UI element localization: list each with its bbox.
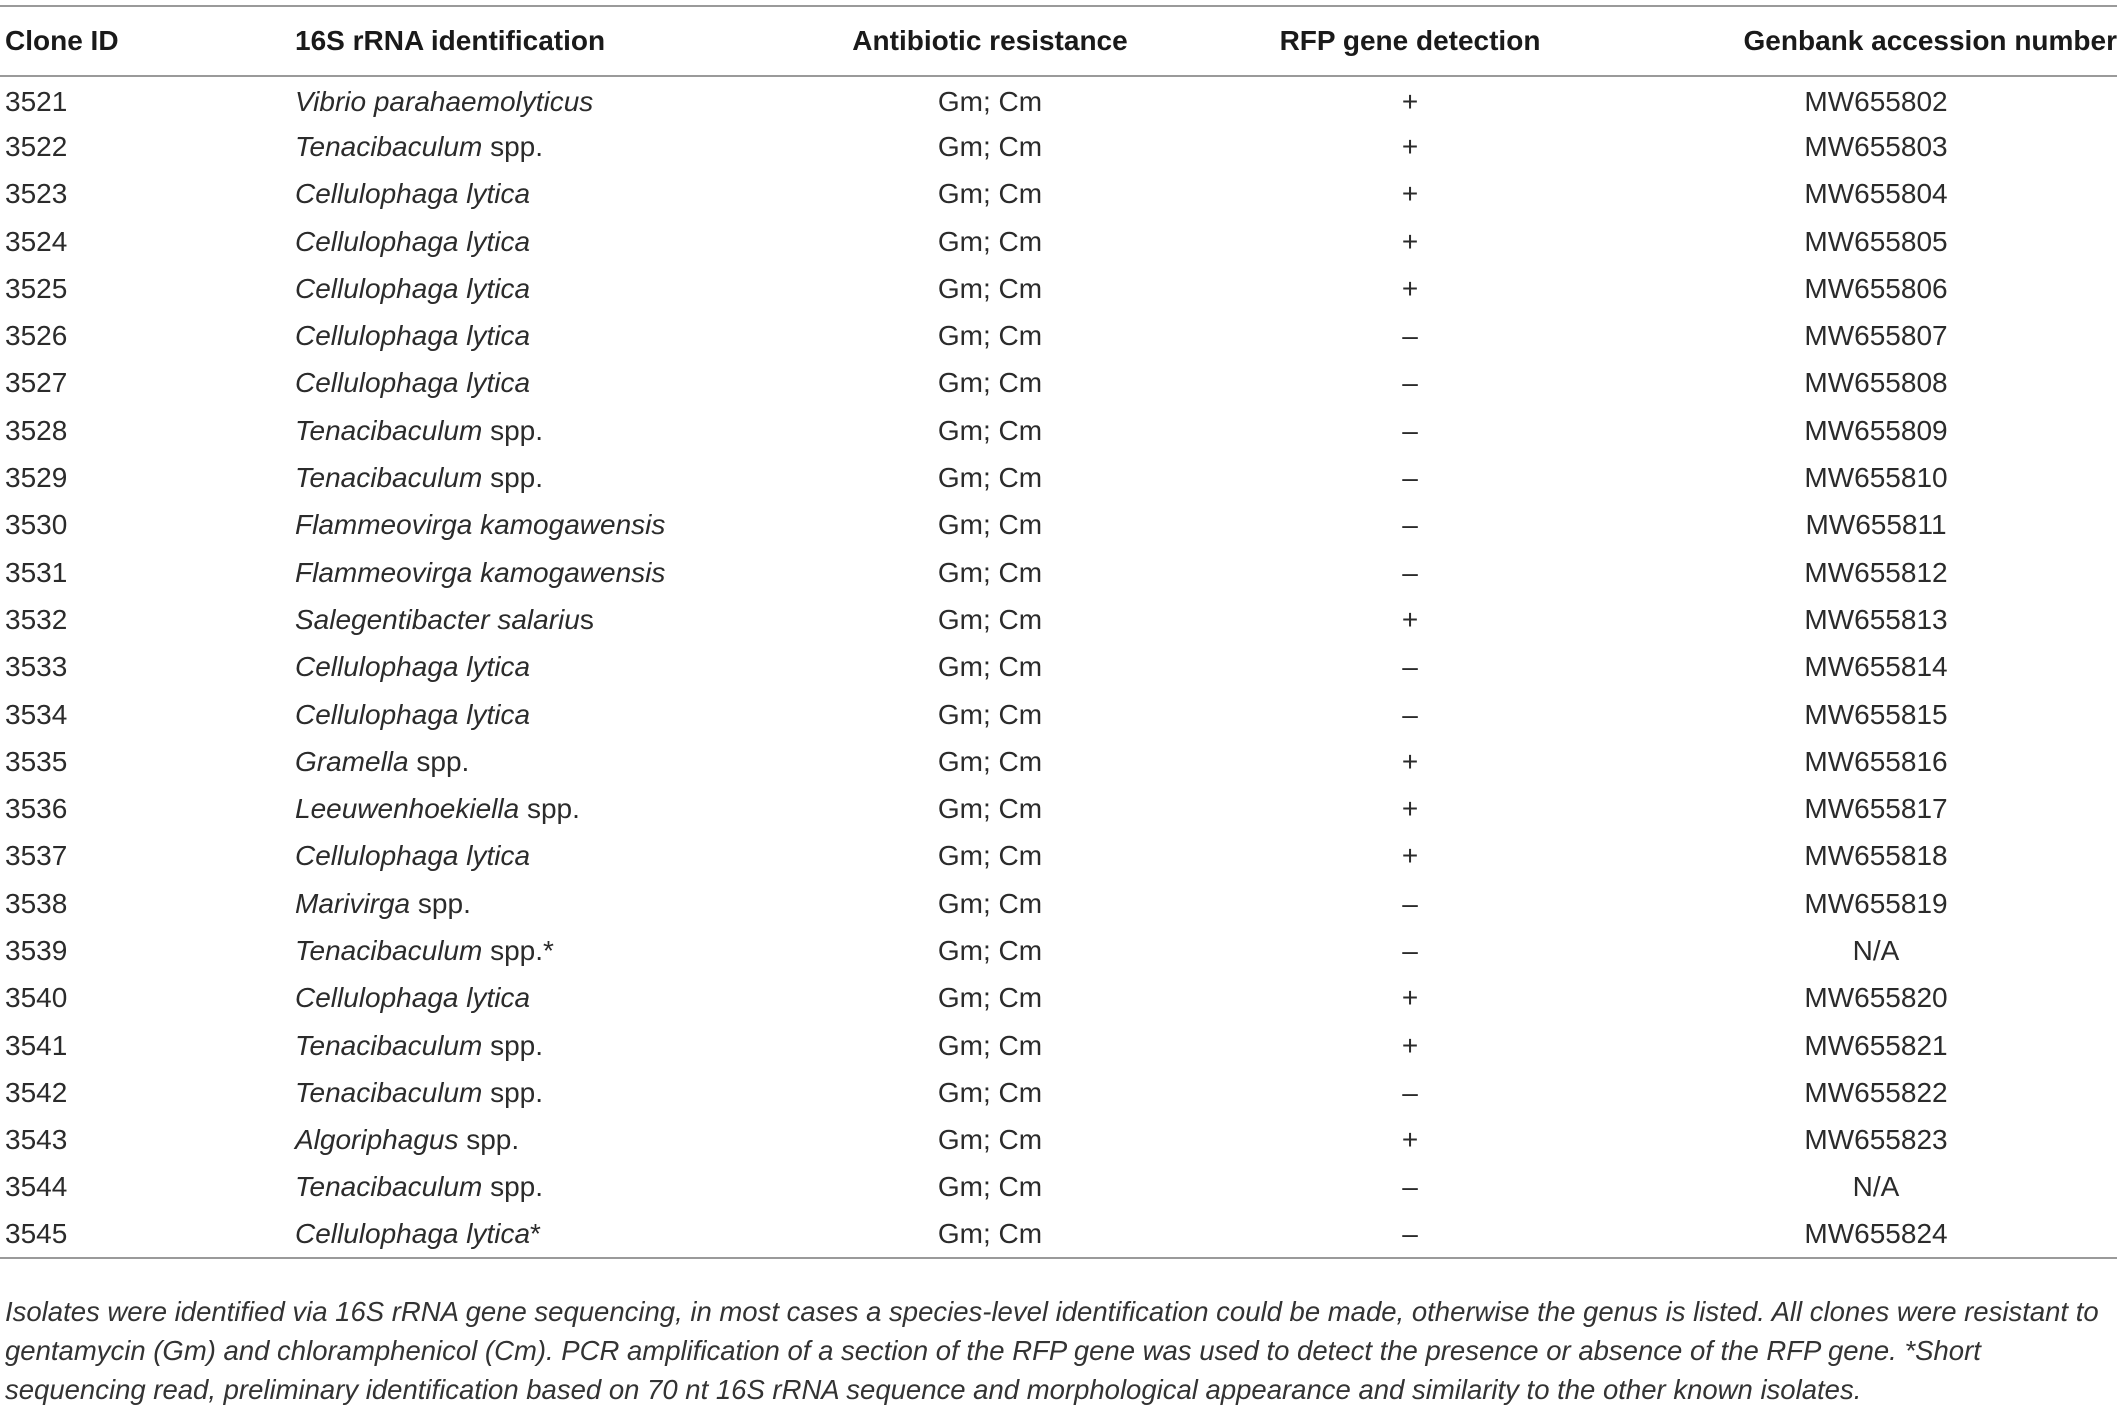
- table-row: [0, 123, 2117, 170]
- cell-antibiotic-resistance: Gm; Cm: [937, 651, 1043, 683]
- cell-rfp-detection: +: [1401, 272, 1419, 304]
- cell-antibiotic-resistance: Gm; Cm: [937, 793, 1043, 825]
- cell-rfp-detection: –: [1402, 556, 1418, 588]
- cell-identification: [295, 1069, 795, 1116]
- cell-genbank-accession: MW655814: [1804, 651, 1948, 683]
- species-suffix: spp.: [482, 1171, 544, 1203]
- cell-genbank-accession: MW655811: [1805, 509, 1947, 541]
- cell-genbank-accession: MW655808: [1804, 367, 1948, 399]
- species-suffix: spp.: [408, 745, 470, 777]
- species-name: Tenacibaculum: [295, 462, 483, 494]
- cell-clone-id: 3533: [5, 651, 68, 683]
- table-row: [0, 1069, 2117, 1116]
- species-suffix: spp.: [458, 1124, 520, 1156]
- cell-identification: [295, 360, 795, 407]
- cell-antibiotic-resistance: Gm; Cm: [937, 934, 1043, 966]
- cell-rfp-detection: +: [1401, 1029, 1419, 1061]
- cell-identification: [295, 1164, 795, 1211]
- species-name: Cellulophaga lytica: [295, 225, 531, 257]
- cell-identification: [295, 1117, 795, 1164]
- species-name: Algoriphagus: [295, 1124, 459, 1156]
- cell-antibiotic-resistance: Gm; Cm: [937, 1124, 1043, 1156]
- cell-clone-id: 3543: [5, 1124, 68, 1156]
- species-name: Cellulophaga lytica: [295, 698, 531, 730]
- cell-rfp-detection: +: [1401, 745, 1419, 777]
- species-suffix: spp.: [482, 130, 544, 162]
- cell-rfp-detection: +: [1401, 840, 1419, 872]
- header-antibiotic-resistance: Antibiotic resistance: [795, 6, 1185, 76]
- cell-rfp-detection: +: [1401, 793, 1419, 825]
- cell-rfp-detection: +: [1401, 1124, 1419, 1156]
- cell-clone-id: 3542: [5, 1076, 68, 1108]
- species-name: Leeuwenhoekiella: [295, 793, 520, 825]
- cell-antibiotic-resistance: Gm; Cm: [937, 1029, 1043, 1061]
- species-name: Tenacibaculum: [295, 414, 483, 446]
- cell-genbank-accession: MW655804: [1804, 178, 1948, 210]
- cell-antibiotic-resistance: Gm; Cm: [937, 1076, 1043, 1108]
- table-header: [0, 6, 2117, 76]
- cell-identification: [295, 880, 795, 927]
- cell-identification: [295, 927, 795, 974]
- cell-clone-id: 3544: [5, 1171, 68, 1203]
- cell-identification: [295, 549, 795, 596]
- cell-rfp-detection: +: [1401, 225, 1419, 257]
- cell-clone-id: 3534: [5, 698, 68, 730]
- cell-rfp-detection: –: [1402, 1171, 1418, 1203]
- table-row: [0, 502, 2117, 549]
- cell-clone-id: 3521: [5, 86, 68, 118]
- species-name: Cellulophaga lytica: [295, 1218, 531, 1250]
- species-suffix: *: [530, 1218, 541, 1250]
- table-row: [0, 360, 2117, 407]
- cell-identification: [295, 123, 795, 170]
- table-row: [0, 691, 2117, 738]
- header-rfp-detection: RFP gene detection: [1185, 6, 1635, 76]
- table-row: [0, 265, 2117, 312]
- cell-clone-id: 3522: [5, 130, 68, 162]
- cell-identification: [295, 502, 795, 549]
- cell-antibiotic-resistance: Gm; Cm: [937, 86, 1043, 118]
- cell-identification: [295, 691, 795, 738]
- cell-identification: [295, 596, 795, 643]
- species-name: Cellulophaga lytica: [295, 320, 531, 352]
- species-name: Tenacibaculum: [295, 1076, 483, 1108]
- cell-rfp-detection: –: [1402, 698, 1418, 730]
- species-name: Cellulophaga lytica: [295, 178, 531, 210]
- species-name: Tenacibaculum: [295, 934, 483, 966]
- header-16s-identification: 16S rRNA identification: [295, 6, 795, 76]
- cell-rfp-detection: –: [1402, 934, 1418, 966]
- species-name: Tenacibaculum: [295, 1029, 483, 1061]
- cell-clone-id: 3537: [5, 840, 68, 872]
- cell-genbank-accession: N/A: [1852, 934, 1900, 966]
- cell-identification: [295, 1022, 795, 1069]
- cell-antibiotic-resistance: Gm; Cm: [937, 840, 1043, 872]
- species-name: Cellulophaga lytica: [295, 272, 531, 304]
- table-body: [0, 76, 2117, 1258]
- cell-clone-id: 3539: [5, 934, 68, 966]
- table-row: [0, 549, 2117, 596]
- cell-identification: [295, 407, 795, 454]
- cell-genbank-accession: N/A: [1852, 1171, 1900, 1203]
- species-name: Marivirga: [295, 887, 411, 919]
- cell-clone-id: 3538: [5, 887, 68, 919]
- table-row: [0, 833, 2117, 880]
- cell-genbank-accession: MW655809: [1804, 414, 1948, 446]
- cell-rfp-detection: –: [1402, 414, 1418, 446]
- table-row: [0, 975, 2117, 1022]
- cell-rfp-detection: –: [1402, 651, 1418, 683]
- cell-antibiotic-resistance: Gm; Cm: [937, 1171, 1043, 1203]
- cell-genbank-accession: MW655819: [1804, 887, 1948, 919]
- cell-genbank-accession: MW655823: [1804, 1124, 1948, 1156]
- cell-genbank-accession: MW655822: [1804, 1076, 1948, 1108]
- cell-antibiotic-resistance: Gm; Cm: [937, 367, 1043, 399]
- table-row: [0, 596, 2117, 643]
- cell-clone-id: 3529: [5, 462, 68, 494]
- species-name: Cellulophaga lytica: [295, 840, 531, 872]
- cell-antibiotic-resistance: Gm; Cm: [937, 556, 1043, 588]
- table-caption: Isolates were identified via 16S rRNA gene sequencing, in most cases a species-level identification could be made, otherwise the genus is listed. All clones were resistant to gentamycin (Gm) and chloramphenicol (Cm). PCR amplification of a section of the RFP gene was used to detect the presence or absence of the RFP gene. *Short sequencing read, preliminary identification based on 70 nt 16S rRNA sequence and morphological appearance and similarity to the other known isolates.: [5, 1296, 2099, 1405]
- species-suffix: spp.: [482, 1029, 544, 1061]
- species-name: Cellulophaga lytica: [295, 651, 531, 683]
- cell-identification: [295, 218, 795, 265]
- cell-antibiotic-resistance: Gm; Cm: [937, 225, 1043, 257]
- cell-identification: [295, 738, 795, 785]
- cell-genbank-accession: MW655815: [1804, 698, 1948, 730]
- cell-clone-id: 3531: [5, 556, 68, 588]
- cell-genbank-accession: MW655810: [1804, 462, 1948, 494]
- clone-table: [0, 5, 2117, 1259]
- header-row: [0, 6, 2117, 76]
- cell-identification: [295, 975, 795, 1022]
- species-suffix: spp.*: [482, 934, 554, 966]
- cell-genbank-accession: MW655816: [1804, 745, 1948, 777]
- table-row: [0, 218, 2117, 265]
- table-row: [0, 1211, 2117, 1258]
- table-row: [0, 644, 2117, 691]
- table-row: [0, 1022, 2117, 1069]
- cell-antibiotic-resistance: Gm; Cm: [937, 982, 1043, 1014]
- cell-identification: [295, 1211, 795, 1258]
- table-row: [0, 1164, 2117, 1211]
- cell-genbank-accession: MW655803: [1804, 130, 1948, 162]
- cell-antibiotic-resistance: Gm; Cm: [937, 462, 1043, 494]
- species-name: Gramella: [295, 745, 409, 777]
- cell-clone-id: 3545: [0, 1211, 295, 1258]
- cell-genbank-accession: MW655807: [1804, 320, 1948, 352]
- cell-clone-id: 3526: [5, 320, 68, 352]
- species-name: Vibrio parahaemolyticus: [295, 86, 594, 118]
- cell-rfp-detection: –: [1402, 367, 1418, 399]
- cell-rfp-detection: –: [1402, 1076, 1418, 1108]
- cell-antibiotic-resistance: Gm; Cm: [937, 887, 1043, 919]
- cell-clone-id: 3524: [5, 225, 68, 257]
- cell-genbank-accession: MW655817: [1804, 793, 1948, 825]
- cell-rfp-detection: +: [1401, 178, 1419, 210]
- table-row: [0, 880, 2117, 927]
- table-row: [0, 76, 2117, 123]
- cell-antibiotic-resistance: Gm; Cm: [937, 272, 1043, 304]
- table-row: [0, 407, 2117, 454]
- cell-rfp-detection: +: [1401, 86, 1419, 118]
- table-row: [0, 927, 2117, 974]
- species-suffix: spp.: [410, 887, 471, 919]
- cell-identification: [295, 76, 795, 123]
- cell-antibiotic-resistance: Gm; Cm: [937, 698, 1043, 730]
- cell-identification: [295, 644, 795, 691]
- cell-rfp-detection: –: [1402, 462, 1418, 494]
- cell-clone-id: 3528: [5, 414, 68, 446]
- cell-clone-id: 3540: [5, 982, 68, 1014]
- species-name: Tenacibaculum: [295, 1171, 483, 1203]
- cell-identification: [295, 312, 795, 359]
- cell-identification: [295, 454, 795, 501]
- cell-genbank-accession: MW655818: [1804, 840, 1948, 872]
- cell-antibiotic-resistance: Gm; Cm: [937, 178, 1043, 210]
- cell-clone-id: 3530: [5, 509, 68, 541]
- cell-antibiotic-resistance: Gm; Cm: [937, 745, 1043, 777]
- species-suffix: spp.: [482, 414, 544, 446]
- cell-identification: [295, 833, 795, 880]
- species-suffix: spp.: [519, 793, 580, 825]
- cell-clone-id: 3536: [5, 793, 68, 825]
- cell-rfp-detection: –: [1402, 887, 1418, 919]
- species-name: Tenacibaculum: [295, 130, 483, 162]
- cell-identification: [295, 171, 795, 218]
- cell-clone-id: 3525: [5, 272, 68, 304]
- cell-clone-id: 3523: [5, 178, 68, 210]
- table-row: [0, 312, 2117, 359]
- table-row: [0, 785, 2117, 832]
- species-name: Flammeovirga kamogawensis: [295, 509, 666, 541]
- cell-antibiotic-resistance: Gm; Cm: [937, 320, 1043, 352]
- cell-antibiotic-resistance: Gm; Cm: [937, 509, 1043, 541]
- table-row: [0, 171, 2117, 218]
- cell-rfp-detection: –: [1185, 1211, 1635, 1258]
- cell-antibiotic-resistance: Gm; Cm: [937, 414, 1043, 446]
- table-row: [0, 454, 2117, 501]
- table-row: [0, 1117, 2117, 1164]
- species-suffix: spp.: [482, 462, 544, 494]
- cell-genbank-accession: MW655820: [1804, 982, 1948, 1014]
- cell-antibiotic-resistance: Gm; Cm: [937, 603, 1043, 635]
- cell-antibiotic-resistance: Gm; Cm: [937, 130, 1043, 162]
- cell-identification: [295, 785, 795, 832]
- species-name: Cellulophaga lytica: [295, 367, 531, 399]
- cell-genbank-accession: MW655806: [1804, 272, 1948, 304]
- species-name: Cellulophaga lytica: [295, 982, 531, 1014]
- cell-rfp-detection: +: [1401, 603, 1419, 635]
- cell-genbank-accession: MW655813: [1804, 603, 1948, 635]
- species-name: Flammeovirga kamogawensis: [295, 556, 666, 588]
- cell-genbank-accession: MW655824: [1635, 1211, 2117, 1258]
- cell-clone-id: 3535: [5, 745, 68, 777]
- cell-rfp-detection: –: [1402, 320, 1418, 352]
- header-clone-id: Clone ID: [0, 6, 295, 76]
- table-row: [0, 738, 2117, 785]
- cell-clone-id: 3541: [5, 1029, 68, 1061]
- species-suffix: s: [579, 603, 594, 635]
- header-genbank-accession: Genbank accession number: [1635, 6, 2117, 76]
- cell-genbank-accession: MW655805: [1804, 225, 1948, 257]
- cell-identification: [295, 265, 795, 312]
- cell-genbank-accession: MW655802: [1804, 86, 1948, 118]
- cell-rfp-detection: –: [1402, 509, 1418, 541]
- species-name: Salegentibacter salariu: [295, 603, 580, 635]
- species-suffix: spp.: [482, 1076, 544, 1108]
- cell-genbank-accession: MW655812: [1804, 556, 1948, 588]
- cell-rfp-detection: +: [1401, 130, 1419, 162]
- cell-clone-id: 3527: [5, 367, 68, 399]
- cell-rfp-detection: +: [1401, 982, 1419, 1014]
- cell-clone-id: 3532: [5, 603, 68, 635]
- cell-antibiotic-resistance: Gm; Cm: [795, 1211, 1185, 1258]
- cell-genbank-accession: MW655821: [1804, 1029, 1948, 1061]
